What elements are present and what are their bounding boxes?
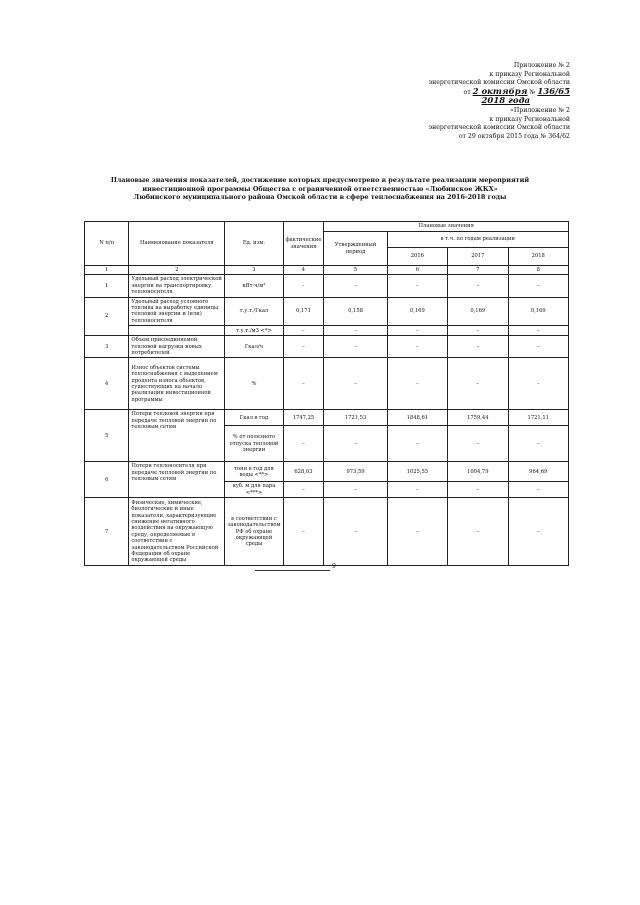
value-cell: – bbox=[508, 326, 568, 336]
indicator-name-empty bbox=[129, 326, 225, 336]
title-line2: инвестиционной программы Общества с ограниченной ответственностью «Любинское ЖКХ» bbox=[142, 184, 498, 193]
header-fact: фактические значения bbox=[283, 222, 324, 266]
handwritten-year: 2018 года bbox=[481, 96, 530, 107]
value-cell: – bbox=[448, 482, 508, 498]
table-row bbox=[85, 410, 569, 426]
handwritten-number: 136/65 bbox=[537, 86, 570, 97]
row-number: 4 bbox=[85, 358, 129, 410]
index-cell: 4 bbox=[283, 266, 324, 275]
header-unit: Ед. изм. bbox=[225, 222, 283, 266]
value-cell: – bbox=[508, 498, 568, 566]
row-number: 5 bbox=[85, 410, 129, 462]
value-cell: – bbox=[283, 426, 324, 462]
header-year-2018: 2018 bbox=[508, 248, 568, 266]
value-cell: – bbox=[387, 326, 447, 336]
indicator-unit: куб. м для пара <***> bbox=[225, 482, 283, 498]
value-cell: 1759,44 bbox=[448, 410, 508, 426]
value-cell: – bbox=[448, 336, 508, 358]
value-cell: 973,59 bbox=[324, 462, 387, 482]
header-line7: энергетической комиссии Омской области bbox=[428, 124, 570, 132]
header-line6: к приказу Региональной bbox=[489, 115, 570, 123]
value-cell: 0,171 bbox=[283, 297, 324, 326]
value-cell: – bbox=[448, 358, 508, 410]
table-row bbox=[85, 326, 569, 336]
value-cell: 0,158 bbox=[324, 297, 387, 326]
value-cell: – bbox=[324, 326, 387, 336]
row-number: 7 bbox=[85, 498, 129, 566]
value-cell: – bbox=[283, 326, 324, 336]
document-title bbox=[95, 176, 545, 202]
indicator-unit: т.у.т./м3 <*> bbox=[225, 326, 283, 336]
header-line3: энергетической комиссии Омской области bbox=[428, 79, 570, 87]
index-cell: 6 bbox=[387, 266, 447, 275]
value-cell: – bbox=[508, 482, 568, 498]
date-prefix: от bbox=[463, 88, 471, 96]
handwritten-date: 2 октября bbox=[472, 86, 528, 97]
indicator-name: Удельный расход условного топлива на выработку единицы тепловой энергии и (или) теплоносителя bbox=[129, 297, 225, 326]
header-line1: Приложение № 2 bbox=[513, 62, 570, 69]
header-num: N п/п bbox=[85, 222, 129, 266]
indicator-unit: % от полезного отпуска тепловой энергии bbox=[225, 426, 283, 462]
page-divider bbox=[255, 570, 330, 571]
indicator-unit: Гкал/ч bbox=[225, 336, 283, 358]
index-cell: 2 bbox=[129, 266, 225, 275]
indicator-unit: Гкал в год bbox=[225, 410, 283, 426]
header-years-group: в т.ч. по годам реализации bbox=[387, 232, 568, 248]
value-cell: – bbox=[508, 358, 568, 410]
indicator-name: Объем присоединяемой тепловой нагрузки новых потребителей bbox=[129, 336, 225, 358]
indicator-unit: тонн в год для воды <**> bbox=[225, 462, 283, 482]
value-cell: – bbox=[387, 358, 447, 410]
num-prefix: № bbox=[529, 88, 536, 96]
indicators-table bbox=[84, 221, 569, 566]
row-number: 3 bbox=[85, 336, 129, 358]
value-cell: – bbox=[283, 482, 324, 498]
index-cell: 8 bbox=[508, 266, 568, 275]
value-cell: 0,169 bbox=[387, 297, 447, 326]
value-cell: – bbox=[283, 336, 324, 358]
index-cell: 5 bbox=[324, 266, 387, 275]
value-cell: 628,03 bbox=[283, 462, 324, 482]
table-row bbox=[85, 462, 569, 482]
index-cell: 7 bbox=[448, 266, 508, 275]
value-cell: 1848,61 bbox=[387, 410, 447, 426]
header-line5: «Приложение № 2 bbox=[510, 106, 570, 114]
table-row bbox=[85, 275, 569, 297]
indicator-name: Износ объектов системы теплоснабжения с выделением процента износа объектов, существующих на начало реализации инвестиционной программы bbox=[129, 358, 225, 410]
index-cell: 1 bbox=[85, 266, 129, 275]
header-year-2016: 2016 bbox=[387, 248, 447, 266]
value-cell: – bbox=[508, 336, 568, 358]
value-cell: – bbox=[324, 358, 387, 410]
indicator-unit: кВт·ч/м³ bbox=[225, 275, 283, 297]
row-number: 2 bbox=[85, 297, 129, 336]
value-cell: 0,169 bbox=[508, 297, 568, 326]
approval-header bbox=[429, 62, 570, 141]
value-cell: – bbox=[324, 498, 387, 566]
value-cell: 1747,25 bbox=[283, 410, 324, 426]
header-line8: от 29 октября 2015 года № 364/62 bbox=[458, 132, 570, 140]
title-line1: Плановые значения показателей, достижение которых предусмотрено в результате реализации мероприятий bbox=[110, 176, 530, 184]
header-plan: Плановые значения bbox=[324, 222, 569, 232]
table-row bbox=[85, 498, 569, 566]
indicator-name: Удельный расход электрической энергии на транспортировку теплоносителя bbox=[129, 275, 225, 297]
row-number: 1 bbox=[85, 275, 129, 297]
value-cell: – bbox=[324, 336, 387, 358]
header-line2: к приказу Региональной bbox=[489, 70, 570, 78]
header-name: Наименование показателя bbox=[129, 222, 225, 266]
value-cell: – bbox=[324, 275, 387, 297]
value-cell: – bbox=[324, 426, 387, 462]
table-row bbox=[85, 297, 569, 326]
value-cell: 1004,79 bbox=[448, 462, 508, 482]
indicator-unit: в соответствии с законодательством РФ об охране окружающей среды bbox=[225, 498, 283, 566]
index-cell: 3 bbox=[225, 266, 283, 275]
value-cell: - bbox=[283, 275, 324, 297]
indicator-name: Потери теплоносителя при передаче тепловой энергии по тепловым сетям bbox=[129, 462, 225, 498]
value-cell: – bbox=[387, 482, 447, 498]
indicator-unit: % bbox=[225, 358, 283, 410]
value-cell: – bbox=[324, 482, 387, 498]
value-cell: 0,169 bbox=[448, 297, 508, 326]
column-index-row bbox=[85, 266, 569, 275]
value-cell: – bbox=[283, 358, 324, 410]
value-cell: – bbox=[448, 426, 508, 462]
value-cell: – bbox=[448, 326, 508, 336]
table-row bbox=[85, 358, 569, 410]
value-cell: 1025,55 bbox=[387, 462, 447, 482]
value-cell: – bbox=[508, 275, 568, 297]
row-number: 6 bbox=[85, 462, 129, 498]
value-cell: 1721,11 bbox=[508, 410, 568, 426]
value-cell: – bbox=[448, 275, 508, 297]
page-number: 9 bbox=[332, 563, 336, 570]
header-year-2017: 2017 bbox=[448, 248, 508, 266]
indicator-unit: т.у.т./Гкал bbox=[225, 297, 283, 326]
value-cell: – bbox=[387, 336, 447, 358]
indicator-name: Потери тепловой энергии при передаче тепловой энергии по тепловым сетям bbox=[129, 410, 225, 462]
title-line3: Любинского муниципального района Омской области в сфере теплоснабжения на 2016-2018 годы bbox=[133, 193, 507, 202]
value-cell: – bbox=[387, 426, 447, 462]
value-cell: 1721,53 bbox=[324, 410, 387, 426]
table-row bbox=[85, 336, 569, 358]
value-cell: – bbox=[448, 498, 508, 566]
header-year-line bbox=[429, 97, 570, 107]
value-cell: – bbox=[508, 426, 568, 462]
value-cell: – bbox=[387, 275, 447, 297]
value-cell: – bbox=[283, 498, 324, 566]
indicator-name: Физические, химические, биологические и иные показатели, характеризующие снижение негативного воздействия на окружающую среду, определяемые в соответствии с законодательством Российской Федерации об охране окружающей среды bbox=[129, 498, 225, 566]
header-approved: Утвержденный период bbox=[324, 232, 387, 266]
value-cell: 964,69 bbox=[508, 462, 568, 482]
value-cell: – bbox=[387, 498, 447, 566]
